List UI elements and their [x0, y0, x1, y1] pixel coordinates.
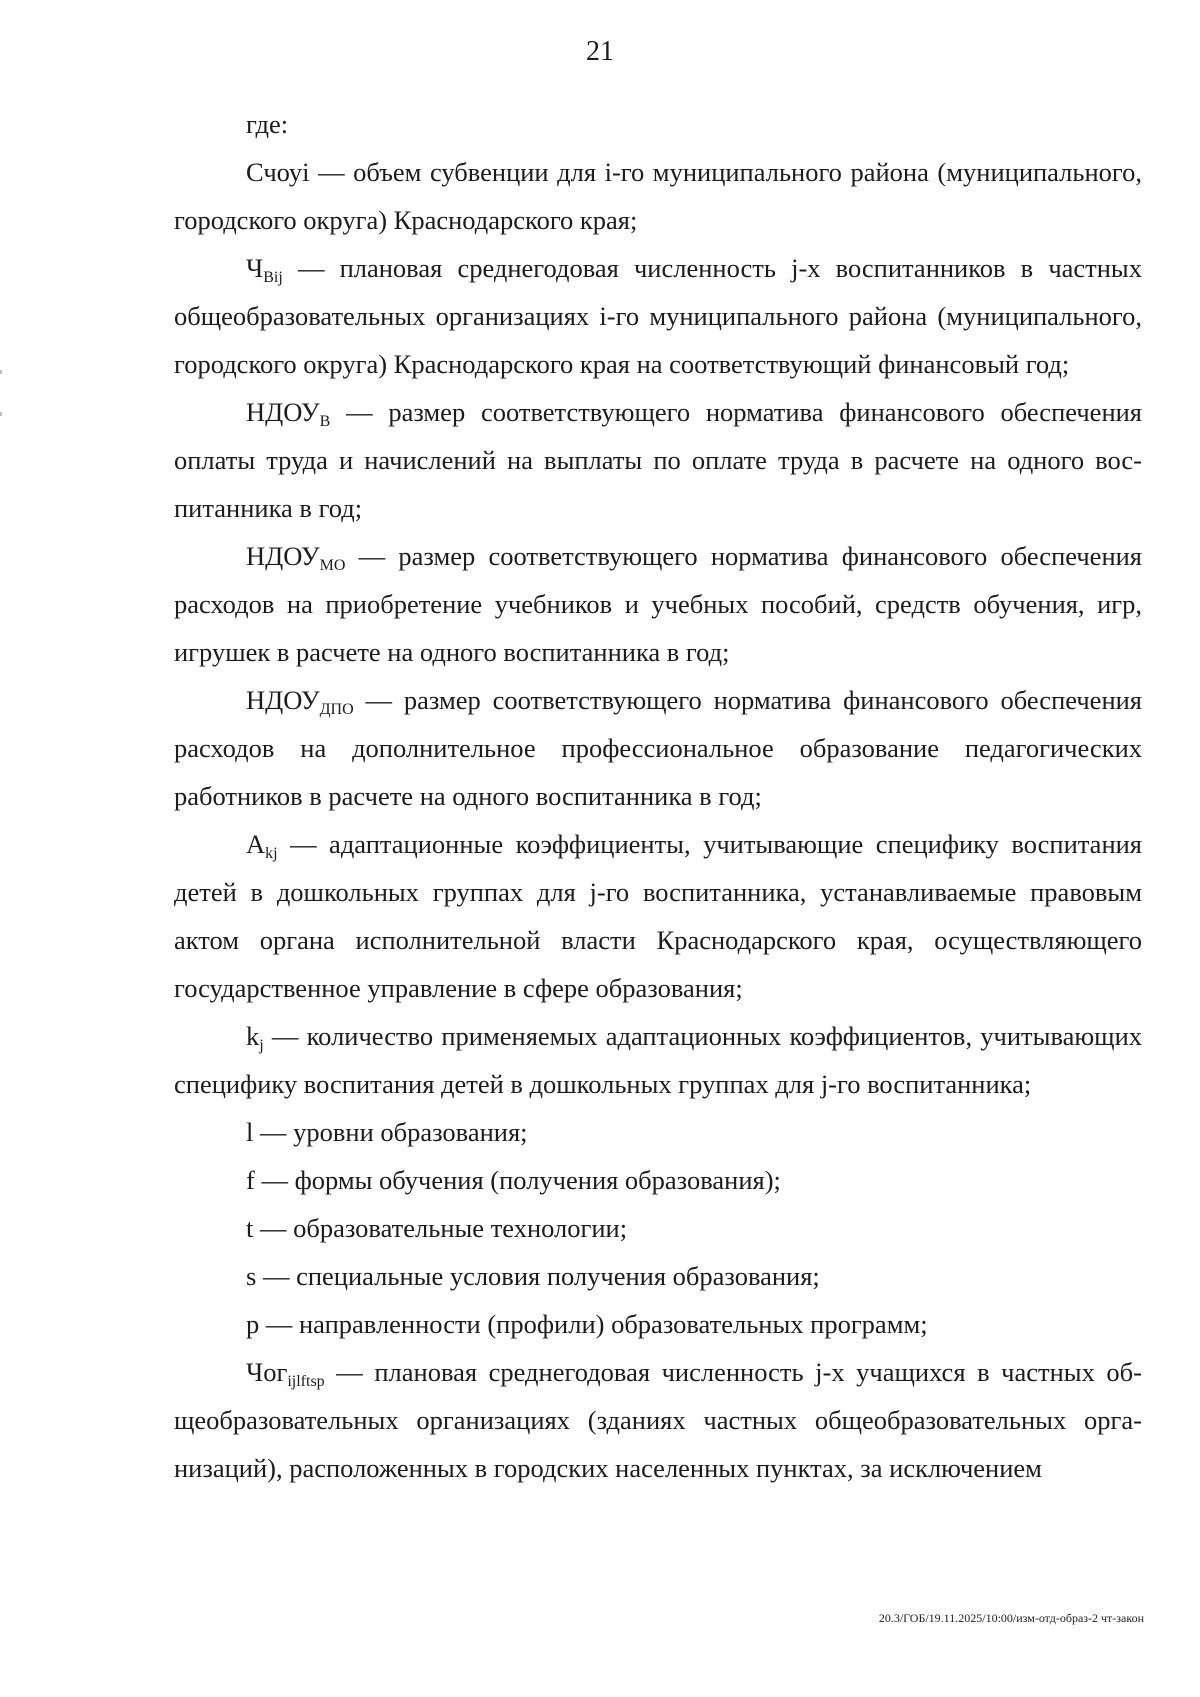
definition-term: k	[246, 1021, 260, 1051]
definition-text: — плановая среднегодовая численность j-х учащихся в частных общеобразовательных организациях (зданиях частных общеобразовательных организаций), расположенных в городских населенных пунктах, за исключением	[174, 1357, 1142, 1483]
definition-item	[174, 148, 1142, 244]
document-footer-code: 20.3/ГОБ/19.11.2025/10:00/изм-отд-образ-2 чт-закон	[878, 1611, 1144, 1625]
definition-text: — формы обучения (получения образования);	[254, 1165, 781, 1195]
definition-text: — образовательные технологии;	[253, 1213, 628, 1243]
definition-item	[174, 1348, 1142, 1492]
definition-text: — уровни образования;	[253, 1117, 528, 1147]
definition-term-subscript: Bij	[263, 269, 283, 286]
definition-text: — направленности (профили) образовательных программ;	[259, 1309, 928, 1339]
definition-item	[174, 1012, 1142, 1108]
definition-term: Чог	[246, 1357, 288, 1387]
definition-text: — количество применяемых адаптационных коэффициентов, учитывающих специфику воспитания детей в дошкольных группах для j-го воспитанника;	[174, 1021, 1142, 1099]
definition-term: Ч	[246, 253, 264, 283]
definition-text: — размер соответствующего норматива финансового обеспечения расходов на приобретение учебников и учебных пособий, средств обучения, игр, игрушек в расчете на одного воспитанника в год;	[174, 541, 1142, 667]
definition-term: p	[246, 1309, 260, 1339]
definition-term-subscript: ijlftsp	[287, 1373, 325, 1390]
definition-item	[174, 1252, 1142, 1300]
page-number: 21	[586, 36, 614, 67]
definition-term-subscript: ДПО	[319, 701, 354, 718]
definition-term-subscript: МО	[319, 557, 346, 574]
definition-term: t	[246, 1213, 254, 1243]
definition-text: — размер соответствующего норматива финансового обеспечения оплаты труда и начислений на выплаты по оплате труда в расчете на одного воспитанника в год;	[174, 397, 1142, 523]
definition-item	[174, 532, 1142, 676]
definition-item	[174, 1300, 1142, 1348]
scan-edge-mark	[0, 412, 2, 416]
definition-term: f	[246, 1165, 255, 1195]
definition-text: — адаптационные коэффициенты, учитывающие специфику воспитания детей в дошкольных группах для j-го воспитанника, устанавливаемые правовым актом органа исполнительной власти Краснодарского края, осуществляющего государственное управление в сфере образования;	[174, 829, 1142, 1003]
definition-item	[174, 388, 1142, 532]
definition-term: A	[246, 829, 266, 859]
definition-term-subscript: В	[319, 413, 331, 430]
definition-text: — объем субвенции для i-го муниципального района (муниципального, городского округа) Краснодарского края;	[174, 157, 1142, 235]
definition-item	[174, 820, 1142, 1012]
definition-term-subscript: j	[259, 1037, 264, 1054]
definition-term: Счоуi	[246, 157, 310, 187]
definition-text: — специальные условия получения образования;	[256, 1261, 820, 1291]
definition-item	[174, 1156, 1142, 1204]
definition-text: — плановая среднегодовая численность j-х воспитанников в частных общеобразовательных организациях i-го муниципального района (муниципального, городского округа) Краснодарского края на соответствующий финансовый год;	[174, 253, 1142, 379]
document-body	[174, 100, 1142, 1492]
scan-edge-mark	[0, 370, 2, 374]
intro-text: где:	[246, 109, 289, 139]
definition-term: s	[246, 1261, 257, 1291]
definition-term-subscript: kj	[265, 845, 278, 862]
definition-item	[174, 1108, 1142, 1156]
definitions-list	[174, 148, 1142, 1492]
definition-item	[174, 1204, 1142, 1252]
definition-item	[174, 244, 1142, 388]
definition-text: — размер соответствующего норматива финансового обеспечения расходов на дополнительное профессиональное образование педагогических работников в расчете на одного воспитанника в год;	[174, 685, 1142, 811]
definition-term: НДОУ	[246, 397, 320, 427]
definition-term: l	[246, 1117, 254, 1147]
definition-term: НДОУ	[246, 685, 320, 715]
definition-term: НДОУ	[246, 541, 320, 571]
definition-item	[174, 676, 1142, 820]
